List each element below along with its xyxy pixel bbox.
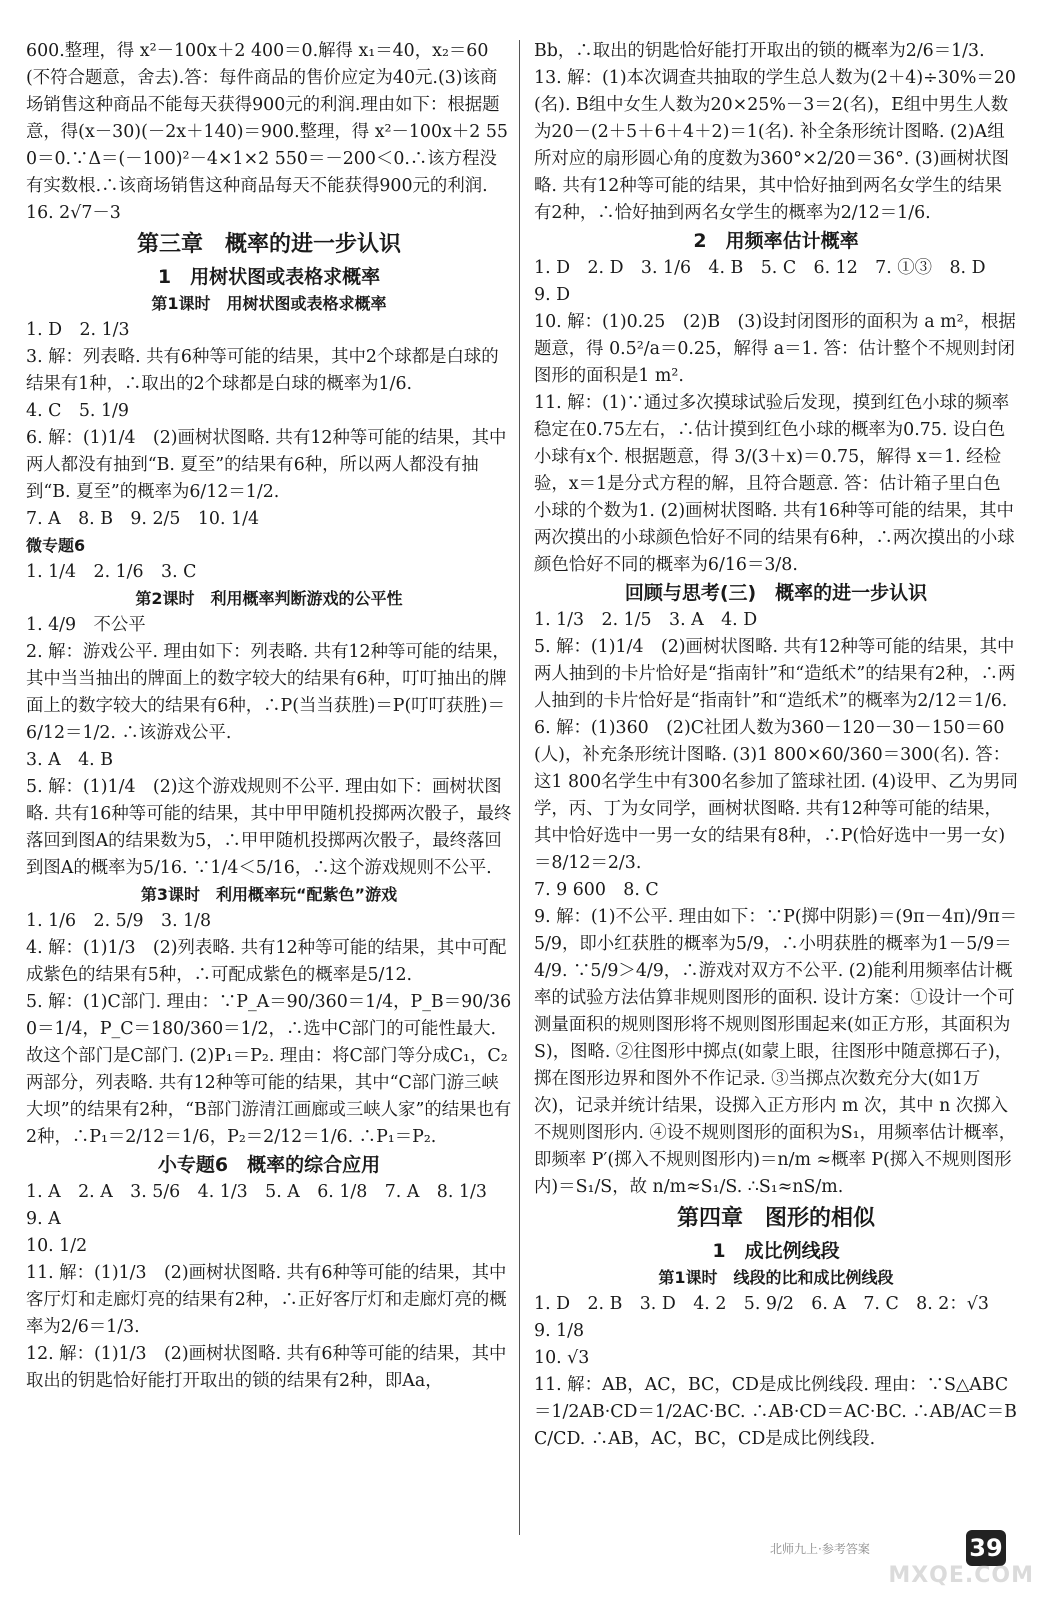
answer-line: 3. 解：列表略. 共有6种等可能的结果，其中2个球都是白球的结果有1种，∴取出的2个球都是白球的概率为1/6. xyxy=(26,347,499,394)
answer-line: 1. D 2. 1/3 xyxy=(26,320,130,340)
answer-line: 5. 解：(1)1/4 (2)这个游戏规则不公平. 理由如下：画树状图略. 共有16种等可能的结果，其中甲甲随机投掷两次骰子，最终落回到图A的结果数为5，∴甲甲随机投掷两次骰子，最终落回到图A的概率为5/16. ∵1/4＜5/16，∴这个游戏规则不公平. xyxy=(26,777,512,878)
section-1-title: 1 用树状图或表格求概率 xyxy=(157,266,381,288)
answer-line: 9. 解：(1)不公平. 理由如下：∵P(掷中阴影)＝(9π－4π)/9π＝5/9，即小红获胜的概率为5/9，∴小明获胜的概率为1－5/9＝4/9. ∵5/9＞4/9，∴游戏对双方不公平. (2)能利用频率估计概率的试验方法估算非规则图形的面积. 设计方案：①设计一个可测量面积的规则图形将不规则图形围起来(如正方形，其面积为S)，图略. ②往图形中掷点(如蒙上眼，往图形中随意掷石子)，掷在图形边界和图外不作记录. ③当掷点次数充分大(如1万次)，记录并统计结果，设掷入正方形内 m 次，其中 n 次掷入不规则图形内. ④设不规则图形的面积为S₁，用频率估计概率，即频率 P′(掷入不规则图形内)＝n/m ≈概率 P(掷入不规则图形内)＝S₁/S，故 n/m≈S₁/S. ∴S₁≈nS/m. xyxy=(534,907,1018,1197)
answer-line: 2. 解：游戏公平. 理由如下：列表略. 共有12种等可能的结果，其中当当抽出的牌面上的数字较大的结果有6种，叮叮抽出的牌面上的数字较大的结果有6种，∴P(当当获胜)＝P(叮叮获胜)＝6/12＝1/2. ∴该游戏公平. xyxy=(26,642,510,743)
section-2-title: 2 用频率估计概率 xyxy=(693,230,859,252)
micro-topic-6-title: 微专题6 xyxy=(26,536,86,555)
answer-line: 3. A 4. B xyxy=(26,750,113,770)
answer-line: 11. 解：AB，AC，BC，CD是成比例线段. 理由：∵S△ABC＝1/2AB·CD＝1/2AC·BC. ∴AB·CD＝AC·BC. ∴AB/AC＝BC/CD. ∴AB，AC，BC，CD是成比例线段. xyxy=(534,1375,1017,1449)
answer-line: 1. 1/4 2. 1/6 3. C xyxy=(26,562,197,582)
column-divider xyxy=(519,40,520,1535)
answer-q16: 16. 2√7－3 xyxy=(26,203,121,223)
answer-line: 1. 1/3 2. 1/5 3. A 4. D xyxy=(534,610,758,630)
watermark-text: MXQE.COM xyxy=(888,1563,1034,1588)
lesson-2-title: 第2课时 利用概率判断游戏的公平性 xyxy=(135,589,403,608)
right-column xyxy=(534,38,1018,1453)
answer-line: 11. 解：(1)1/3 (2)画树状图略. 共有6种等可能的结果，其中客厅灯和走廊灯亮的结果有2种，∴正好客厅灯和走廊灯亮的概率为2/6＝1/3. xyxy=(26,1263,507,1337)
answer-line: 12. 解：(1)1/3 (2)画树状图略. 共有6种等可能的结果，其中取出的钥匙恰好能打开取出的锁的结果有2种，即Aa， xyxy=(26,1344,507,1391)
answer-line: 10. 1/2 xyxy=(26,1236,88,1256)
footer-label: 北师九上·参考答案 xyxy=(770,1542,870,1556)
page-number: 39 xyxy=(966,1530,1006,1566)
answer-line: 1. A 2. A 3. 5/6 4. 1/3 5. A 6. 1/8 7. A 8. 1/3 9. A xyxy=(26,1182,505,1229)
answer-line: 1. D 2. B 3. D 4. 2 5. 9/2 6. A 7. C 8. 2：√3 9. 1/8 xyxy=(534,1294,1007,1341)
lesson-3-title: 第3课时 利用概率玩“配紫色”游戏 xyxy=(140,885,398,904)
chapter-3-title: 第三章 概率的进一步认识 xyxy=(136,232,401,257)
answer-line: 4. C 5. 1/9 xyxy=(26,401,129,421)
answer-line: 4. 解：(1)1/3 (2)列表略. 共有12种等可能的结果，其中可配成紫色的结果有5种，∴可配成紫色的概率是5/12. xyxy=(26,938,507,985)
answer-line: 1. 4/9 不公平 xyxy=(26,615,146,635)
section-4-1-title: 1 成比例线段 xyxy=(712,1240,840,1262)
answer-line: 5. 解：(1)C部门. 理由：∵P_A＝90/360＝1/4，P_B＝90/360＝1/4，P_C＝180/360＝1/2，∴选中C部门的可能性最大. 故这个部门是C部门. (2)P₁＝P₂. 理由：将C部门等分成C₁，C₂两部分，列表略. 共有12种等可能的结果，其中“C部门游三峡大坝”的结果有2种，“B部门游清江画廊或三峡人家”的结果也有2种，∴P₁＝2/12＝1/6，P₂＝2/12＝1/6. ∴P₁＝P₂. xyxy=(26,992,512,1147)
answer-line: 7. 9 600 8. C xyxy=(534,880,659,900)
lesson-1-title: 第1课时 用树状图或表格求概率 xyxy=(151,294,387,313)
chapter-4-title: 第四章 图形的相似 xyxy=(676,1206,875,1231)
answer-line: 6. 解：(1)1/4 (2)画树状图略. 共有12种等可能的结果，其中两人都没有抽到“B. 夏至”的结果有6种，所以两人都没有抽到“B. 夏至”的概率为6/12＝1/2. xyxy=(26,428,507,502)
topic-6-title: 小专题6 概率的综合应用 xyxy=(157,1154,381,1176)
answer-line: 5. 解：(1)1/4 (2)画树状图略. 共有12种等可能的结果，其中两人抽到的卡片恰好是“指南针”和“造纸术”的结果有2种，∴两人抽到的卡片恰好是“指南针”和“造纸术”的概率为2/12＝1/6. xyxy=(534,637,1016,711)
answer-line: 10. 解：(1)0.25 (2)B (3)设封闭图形的面积为 a m²，根据题意，得 0.5²/a＝0.25，解得 a＝1. 答：估计整个不规则封闭图形的面积是1 m². xyxy=(534,312,1016,386)
left-column xyxy=(26,38,512,1395)
answer-line: 7. A 8. B 9. 2/5 10. 1/4 xyxy=(26,509,260,529)
answer-continuation: 600.整理，得 x²－100x＋2 400＝0.解得 x₁＝40，x₂＝60(不符合题意，舍去).答：每件商品的售价应定为40元.(3)该商场销售这种商品不能每天获得900元的利润.理由如下：根据题意，得(x－30)(－2x＋140)＝900.整理，得 x²－100x＋2 550＝0.∵Δ＝(－100)²－4×1×2 550＝－200＜0.∴该方程没有实数根.∴该商场销售这种商品每天不能获得900元的利润. xyxy=(26,41,508,196)
answer-line: 11. 解：(1)∵通过多次摸球试验后发现，摸到红色小球的频率稳定在0.75左右，∴估计摸到红色小球的概率为0.75. 设白色小球有x个. 根据题意，得 3/(3＋x)＝0.75，解得 x＝1. 经检验，x＝1是分式方程的解，且符合题意. 答：估计箱子里白色小球的个数为1. (2)画树状图略. 共有16种等可能的结果，其中两次摸出的小球颜色恰好不同的结果有6种，∴两次摸出的小球颜色恰好不同的概率为6/16＝3/8. xyxy=(534,393,1015,575)
watermark-logo xyxy=(840,1540,1040,1592)
review-3-title: 回顾与思考(三) 概率的进一步认识 xyxy=(624,582,928,604)
lesson-4-1-title: 第1课时 线段的比和成比例线段 xyxy=(658,1268,894,1287)
answer-continuation: Bb，∴取出的钥匙恰好能打开取出的锁的概率为2/6＝1/3. xyxy=(534,41,985,61)
answer-line: 1. 1/6 2. 5/9 3. 1/8 xyxy=(26,911,212,931)
answer-line: 13. 解：(1)本次调查共抽取的学生总人数为(2＋4)÷30%＝20(名). B组中女生人数为20×25%－3＝2(名)，E组中男生人数为20－(2＋5＋6＋4＋2)＝1(名). 补全条形统计图略. (2)A组所对应的扇形圆心角的度数为360°×2/20＝36°. (3)画树状图略. 共有12种等可能的结果，其中恰好抽到两名女学生的结果有2种，∴恰好抽到两名女学生的概率为2/12＝1/6. xyxy=(534,68,1016,223)
answer-line: 10. √3 xyxy=(534,1348,590,1368)
answer-line: 6. 解：(1)360 (2)C社团人数为360－120－30－150＝60(人)，补充条形统计图略. (3)1 800×60/360＝300(名). 答：这1 800名学生中有300名参加了篮球社团. (4)设甲、乙为男同学，丙、丁为女同学，画树状图略. 共有12种等可能的结果，其中恰好选中一男一女的结果有8种，∴P(恰好选中一男一女)＝8/12＝2/3. xyxy=(534,718,1018,873)
answer-line: 1. D 2. D 3. 1/6 4. B 5. C 6. 12 7. ①③ 8. D 9. D xyxy=(534,258,1003,305)
